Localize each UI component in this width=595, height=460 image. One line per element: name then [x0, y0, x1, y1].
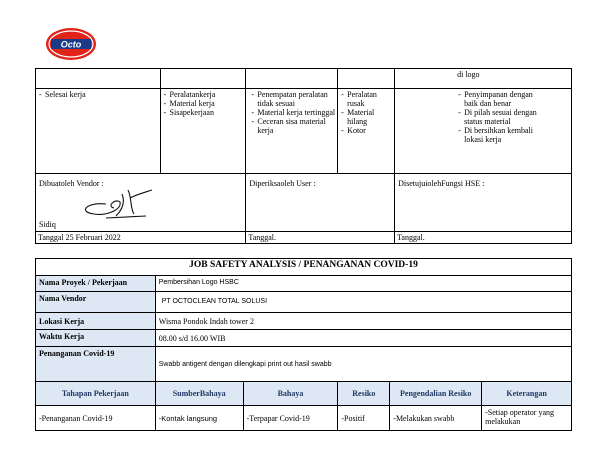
hse-label: DisetujuiolehFungsi HSE : [398, 179, 485, 188]
list-item: - Material kerja tertinggal [257, 108, 335, 117]
list [248, 90, 335, 135]
vendor-name: Sidiq [39, 220, 56, 229]
table-row [36, 69, 572, 89]
covid-label: Penanganan Covid-19 [36, 347, 156, 382]
cell-text: di logo [457, 70, 480, 79]
table-row [36, 89, 572, 174]
table-cell: -Setiap operator yang melakukan [482, 406, 572, 431]
hse-signature-cell [395, 174, 572, 232]
table-row [36, 347, 572, 382]
covid-value [155, 347, 571, 382]
list-item: - Ceceran sisa material kerja [257, 117, 335, 135]
list-item: - Peralatan rusak [347, 90, 392, 108]
table-cell: -Kontak langsung [155, 406, 243, 431]
list [457, 90, 544, 144]
jsa-table [35, 258, 572, 431]
table-row [36, 276, 572, 292]
header-row [36, 382, 572, 406]
table-cell: -Positif [338, 406, 390, 431]
signature-icon [76, 184, 156, 224]
list-item: - Peralatankerja [170, 90, 244, 99]
logo-text: Octo [60, 39, 82, 50]
list-item: - Kotor [347, 126, 392, 135]
location-label: Lokasi Kerja [36, 313, 156, 330]
user-signature-cell [246, 174, 395, 232]
list-item: - Penyimpanan dengan baik dan benar [464, 90, 544, 108]
list-item: - Di pilah sesuai dengan status material [464, 108, 544, 126]
vendor-label: Dibuatoleh Vendor : [39, 179, 104, 188]
vendor-label: Nama Vendor [36, 292, 156, 313]
cell [246, 69, 338, 89]
column-header: Keterangan [482, 382, 572, 406]
date-cell: Tanggal. [395, 232, 572, 244]
cell [160, 69, 246, 89]
table-cell: -Melakukan swabb [390, 406, 482, 431]
cell [395, 69, 572, 89]
location-value: Wisma Pondok Indah tower 2 [155, 313, 571, 330]
list-item: - Di bersihkan kembali lokasi kerja [464, 126, 544, 144]
column-header: SumberBahaya [155, 382, 243, 406]
time-label: Waktu Kerja [36, 330, 156, 347]
table-row [36, 330, 572, 347]
column-header: Pengendalian Resiko [390, 382, 482, 406]
date-cell: Tanggal 25 Februari 2022 [36, 232, 246, 244]
table-row [36, 313, 572, 330]
column-header: Bahaya [243, 382, 338, 406]
list-item: - Material hilang [347, 108, 392, 126]
vendor-value [155, 292, 571, 313]
column-header: Tahapan Pekerjaan [36, 382, 156, 406]
jsa-title: JOB SAFETY ANALYSIS / PENANGANAN COVID-19 [36, 259, 572, 276]
project-label: Nama Proyek / Pekerjaan [36, 276, 156, 292]
list-item: - Penempatan peralatan tidak sesuai [257, 90, 335, 108]
list-item: - Material kerja [170, 99, 244, 108]
table-row [36, 259, 572, 276]
list-item: - Sisapekerjaan [170, 108, 244, 117]
vendor-value-text: PT OCTOCLEAN TOTAL SOLUSI [161, 298, 268, 305]
table-row [36, 292, 572, 313]
table-cell: -Terpapar Covid-19 [243, 406, 338, 431]
user-label: Diperiksaoleh User : [249, 179, 316, 188]
signature-row [36, 174, 572, 232]
cell [36, 69, 161, 89]
list [163, 90, 244, 117]
list-item: - Selesai kerja [45, 90, 158, 99]
time-value: 08.00 s/d 16.00 WIB [155, 330, 571, 347]
project-value: Pembersihan Logo HSBC [155, 276, 571, 292]
date-cell: Tanggal. [246, 232, 395, 244]
list [340, 90, 392, 135]
table-row [36, 406, 572, 431]
date-row [36, 232, 572, 244]
covid-value-text: Swabb antigent dengan dilengkapi print out hasil swabb [158, 360, 332, 368]
column-header: Resiko [338, 382, 390, 406]
vendor-signature-cell [36, 174, 246, 232]
cell [338, 69, 395, 89]
worksteps-table [35, 68, 572, 244]
octo-logo [45, 27, 97, 61]
table-cell: -Penanganan Covid-19 [36, 406, 156, 431]
list [38, 90, 158, 99]
